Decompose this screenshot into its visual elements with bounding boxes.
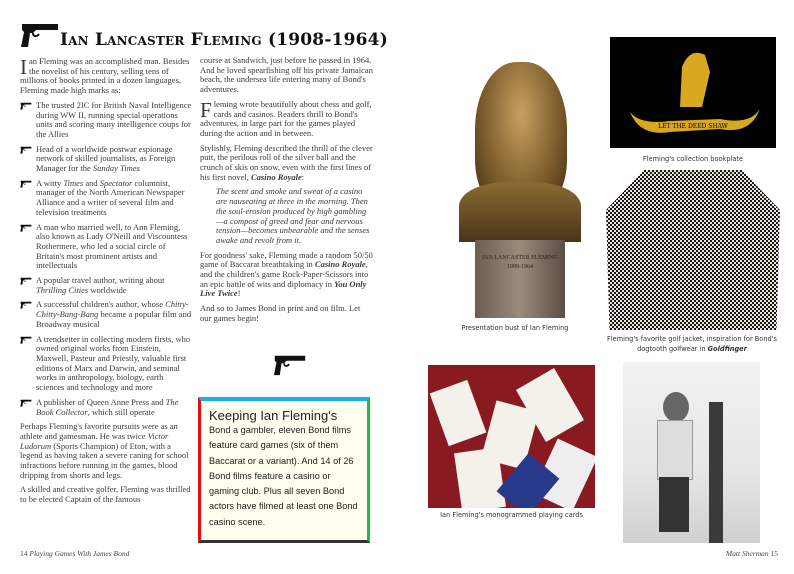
pistol-bullet-icon	[20, 336, 32, 344]
sidebar-body: Bond a gambler, eleven Bond films feature card games (six of them Baccarat or a variant). And 14 of 26 Bond films feature a casino or gaming club. Plus all seven Bond actors have filmed at least one Bond casino scene.	[209, 425, 358, 527]
paragraph: Stylishly, Fleming described the thrill of the clever putt, the perilous roll of the silver ball and the crunch of skis on snow, even with the first lines of his first novel, Casino Royale:	[200, 142, 373, 182]
paragraph: Fleming wrote beautifully about chess and golf, cards and casinos. Readers thrill to Bond's adventures, in large part for the games played during the action and in between.	[200, 97, 372, 138]
pistol-bullet-icon	[20, 102, 32, 110]
pistol-bullet-icon	[20, 399, 32, 407]
golf-jacket-photo	[606, 170, 780, 330]
pistol-bullet-icon	[20, 301, 32, 309]
golfer-paragraph: A skilled and creative golfer, Fleming was thrilled to be elected Captain of the famous	[20, 484, 191, 505]
athlete-paragraph: Perhaps Fleming's favorite pursuits were as an athlete and gamesman. He was twice Victor Ludorum (Sports Champion) of Eton, with a legend as having taken a severe caning for school infractions before running in the games, blood dripping from shorts and legs.	[20, 421, 189, 480]
sidebar-heading: Keeping Ian Fleming's	[209, 408, 338, 423]
bookplate-caption: Fleming's collection bookplate	[642, 155, 744, 163]
bust-caption: Presentation bust of Ian Fleming	[461, 324, 569, 332]
paragraph: course at Sandwich, just before he passed in 1964. And he loved spearfishing off his private Jamaican beach, the undersea life entering many of Bond's adventures.	[200, 55, 373, 95]
bullet-item: Head of a worldwide postwar espionage network of skilled journalists, as Foreign Manager for the Sunday Times	[20, 145, 193, 174]
bullet-item: A witty Times and Spectator columnist, manager of the North American Newspaper Alliance and a writer of several film and television treatments	[20, 179, 193, 218]
title-pistol-icon	[20, 22, 60, 48]
bookplate-motto: LET THE DEED SHAW	[658, 123, 728, 130]
playing-cards-photo	[428, 365, 595, 508]
pistol-bullet-icon	[20, 277, 32, 285]
pistol-bullet-icon	[20, 146, 32, 154]
footer-left: 14 Playing Games With James Bond	[20, 549, 130, 558]
middle-column	[200, 56, 373, 329]
bullet-item: A man who married well, to Ann Fleming, also known as Lady O'Neill and Viscountess Rothermere, who led a social circle of Britain's most prominent artists and intellectuals	[20, 223, 193, 272]
beach-photo	[623, 362, 760, 543]
paragraph: For goodness' sake, Fleming made a random 50/50 game of Baccarat breathtaking in Casino Royale, and the children's game Rock-Paper-Scissors into an epic battle of wits and diplomacy in You Only Live Twice!	[200, 249, 373, 299]
bullet-item: A trendsetter in collecting modern firsts, who owned original works from Einstein, Maxwell, Pasteur and Priestly, valuable first editions of Marx and Darwin, and seminal works in anthropology, biology, earth sciences and technology and more	[20, 335, 193, 393]
intro-paragraph: an Fleming was an accomplished man. Besides the novelist of his century, selling tens of millions of books printed in a dozen languages, Fleming made high marks as:	[20, 56, 190, 96]
jacket-caption: Fleming's favorite golf jacket, inspiration for Bond's dogtooth golfwear in Goldfinger	[607, 335, 777, 353]
drop-cap: I	[20, 55, 27, 79]
left-column	[20, 57, 193, 510]
paragraph: And so to James Bond in print and on film. Let our games begin!	[200, 303, 361, 323]
pistol-bullet-icon	[20, 180, 32, 188]
cards-caption: Ian Fleming's monogrammed playing cards	[440, 511, 583, 519]
bookplate-image	[610, 37, 776, 148]
page-title: Ian Lancaster Fleming (1908-1964)	[60, 30, 388, 50]
bust-plinth-text: IAN LANCASTER FLEMING 1908-1964	[475, 240, 565, 318]
bust-photo	[455, 62, 585, 318]
drop-cap: F	[200, 97, 212, 122]
casino-royale-quote: The scent and smoke and sweat of a casino are nauseating at three in the morning. Then the soul-erosion produced by high gambling—a compost of greed and fear and nervous tension—becomes unbearable and the senses awake and revolt from it.	[216, 186, 370, 245]
pistol-bullet-icon	[20, 224, 32, 232]
bullet-item: A publisher of Queen Anne Press and The Book Collector, which still operate	[20, 398, 193, 417]
footer-right: Matt Sherman 15	[725, 549, 778, 558]
bullet-item: The trusted 2IC for British Naval Intelligence during WW II, running special operations units and scoring many intelligence coups for the Allies	[20, 101, 193, 140]
sidebar-box	[198, 397, 370, 543]
bullet-item: A successful children's author, whose Chitty-Chitty-Bang-Bang became a popular film and Broadway musical	[20, 300, 193, 329]
pistol-icon	[272, 354, 308, 376]
bullet-item: A popular travel author, writing about Thrilling Cities worldwide	[20, 276, 193, 295]
